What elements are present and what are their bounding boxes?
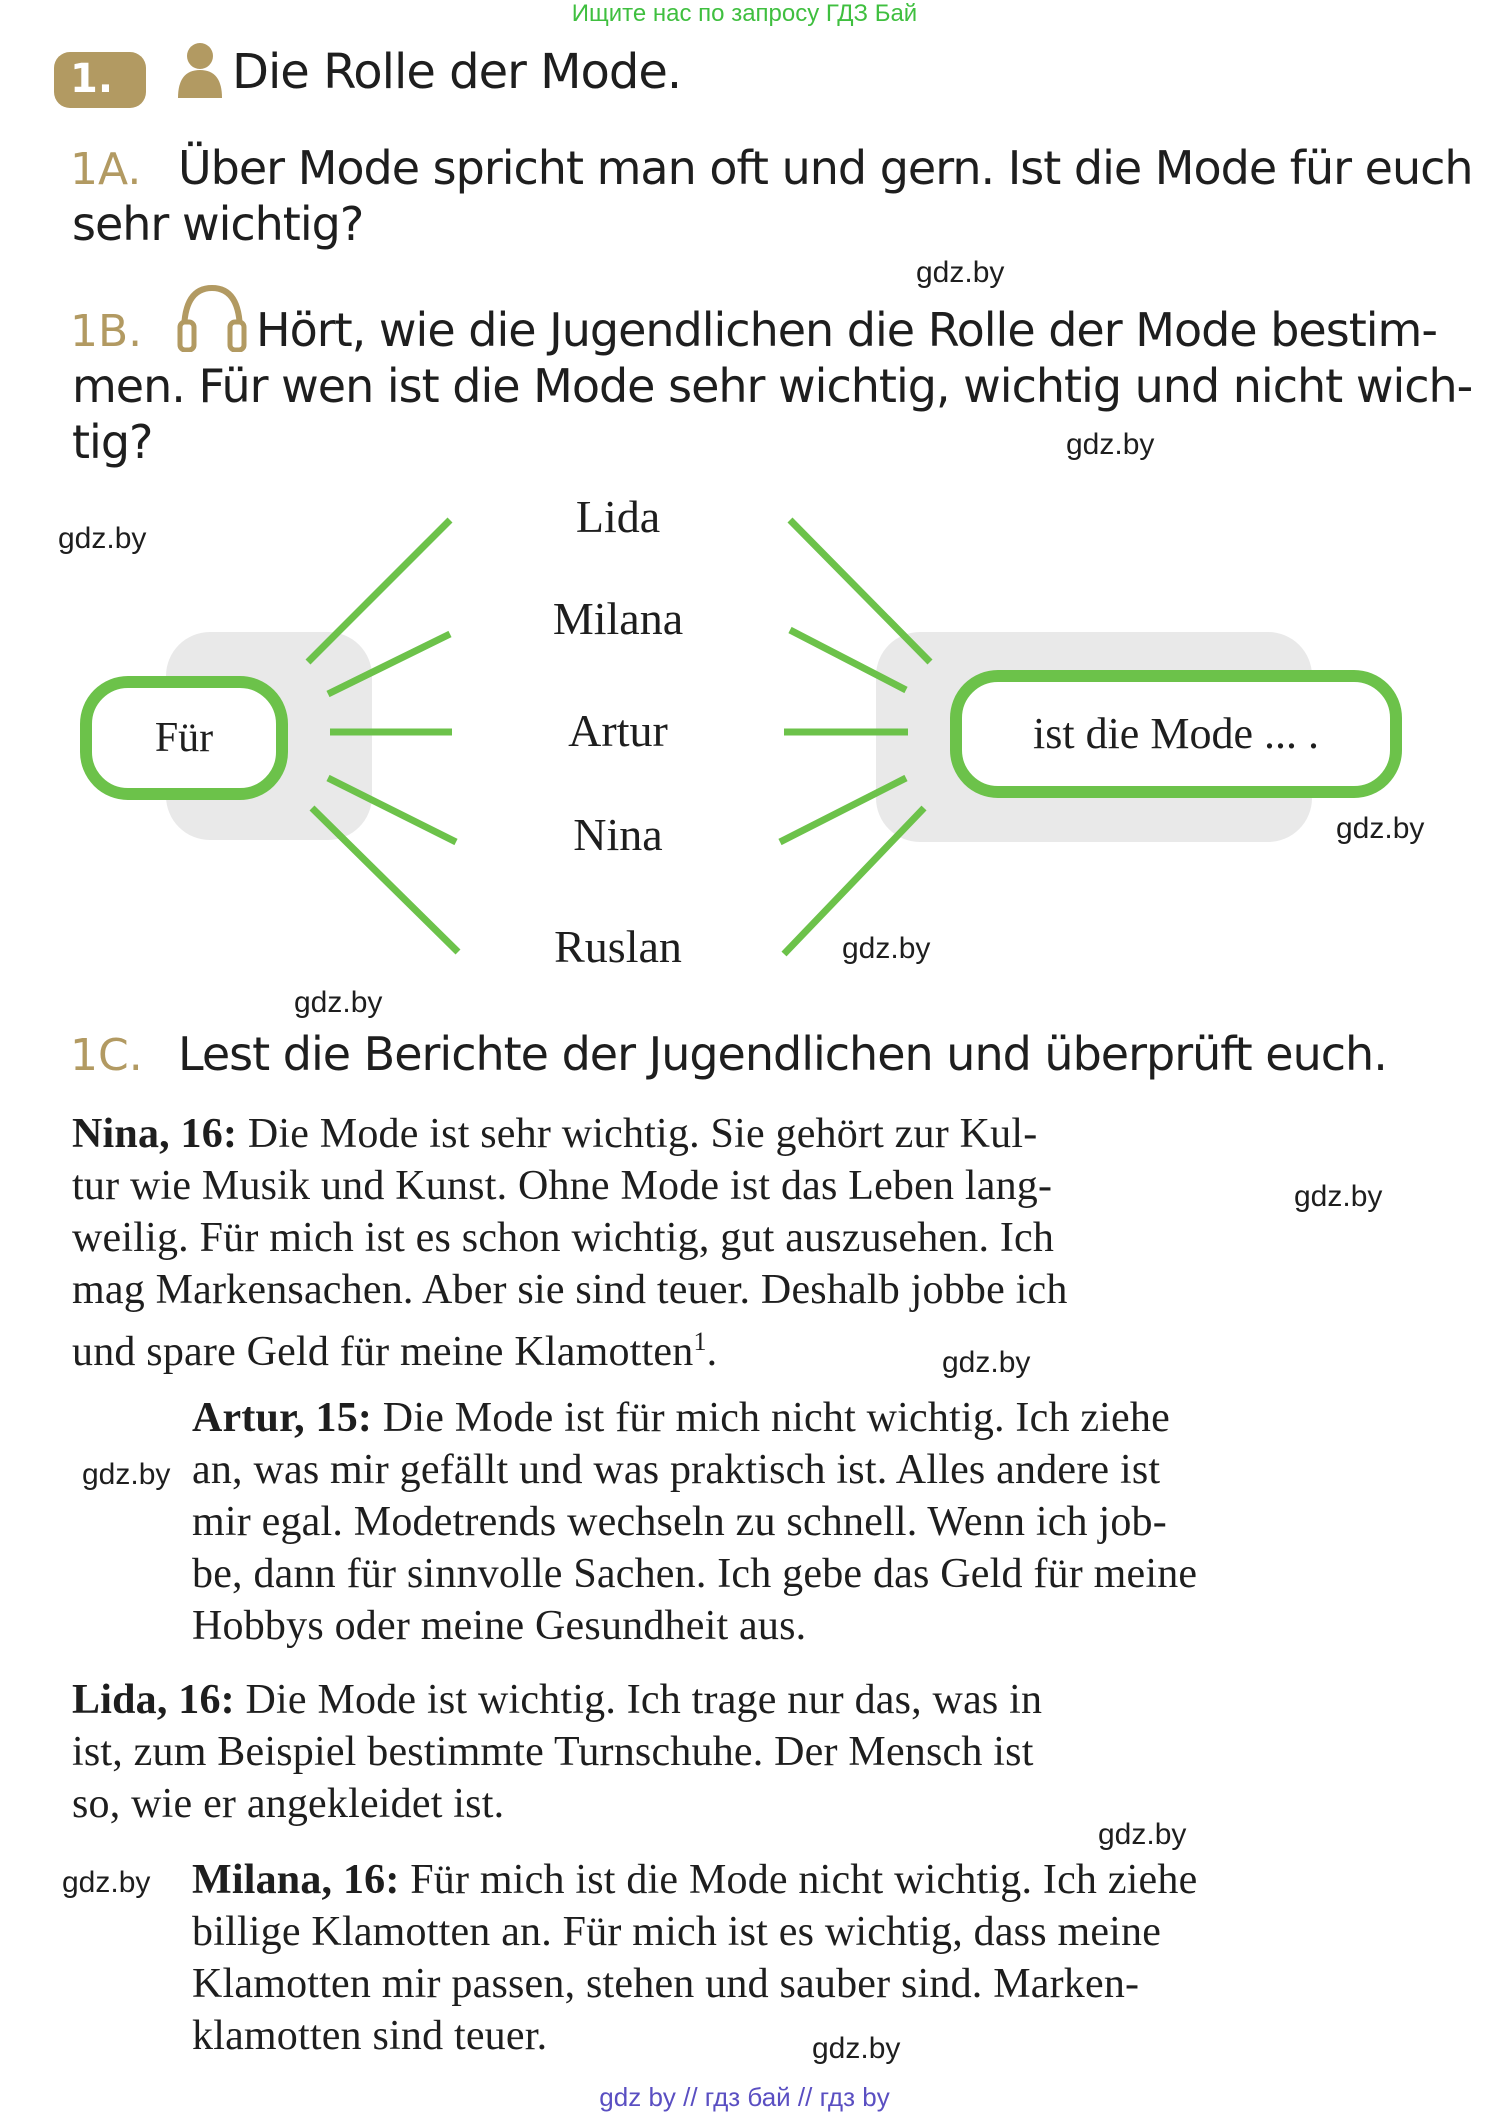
report-nina: [72, 1108, 1068, 1378]
bottom-banner: gdz by // гдз бай // гдз by: [599, 2082, 890, 2112]
report-line: an, was mir gefällt und was praktisch ist. Alles andere ist: [192, 1447, 1161, 1493]
left-box-label: Für: [154, 715, 214, 761]
watermark: gdz.by: [294, 986, 383, 1019]
speaker-artur: Artur, 15:: [192, 1395, 373, 1441]
report-milana: [192, 1854, 1197, 2062]
report-line: weilig. Für mich ist es schon wichtig, gut auszusehen. Ich: [72, 1215, 1055, 1261]
report-line: ist, zum Beispiel bestimmte Turnschuhe. Der Mensch ist: [72, 1729, 1034, 1775]
task-1a-label: 1A.: [70, 144, 142, 195]
watermark: gdz.by: [812, 2032, 901, 2065]
report-line: Klamotten mir passen, stehen und sauber sind. Marken-: [192, 1961, 1140, 2007]
watermark: gdz.by: [1336, 812, 1425, 845]
task-1b-line1: Hört, wie die Jugendlichen die Rolle der Mode bestim-: [256, 303, 1437, 357]
watermark: gdz.by: [1294, 1180, 1383, 1213]
name-lida: Lida: [575, 491, 661, 542]
top-banner: Ищите нас по запросу ГДЗ Бай: [571, 0, 918, 27]
report-lida: [72, 1674, 1042, 1830]
report-line: Für mich ist die Mode nicht wichtig. Ich ziehe: [399, 1857, 1198, 1903]
speaker-milana: Milana, 16:: [192, 1857, 400, 1903]
name-artur: Artur: [568, 705, 668, 756]
speaker-nina: Nina, 16:: [72, 1111, 238, 1157]
watermark: gdz.by: [1098, 1818, 1187, 1851]
task-1a-line1: Über Mode spricht man oft und gern. Ist die Mode für euch: [178, 141, 1473, 195]
task-1c-label: 1C.: [70, 1030, 143, 1081]
name-nina: Nina: [573, 809, 663, 860]
report-line-end: .: [706, 1329, 718, 1375]
watermark: gdz.by: [82, 1458, 171, 1491]
watermark: gdz.by: [62, 1866, 151, 1899]
watermark: gdz.by: [58, 522, 147, 555]
task-1c-text: Lest die Berichte der Jugendlichen und überprüft euch.: [178, 1027, 1387, 1081]
report-line: Die Mode ist wichtig. Ich trage nur das, was in: [234, 1677, 1043, 1723]
exercise-number: 1.: [70, 56, 114, 102]
footnote-marker: 1: [693, 1327, 707, 1356]
watermark: gdz.by: [842, 932, 931, 965]
task-1b-line3: tig?: [72, 415, 153, 469]
task-1b-line2: men. Für wen ist die Mode sehr wichtig, wichtig und nicht wich-: [72, 359, 1473, 413]
report-line: und spare Geld für meine Klamotten: [72, 1329, 694, 1375]
connector-line: [328, 634, 450, 694]
speaker-lida: Lida, 16:: [72, 1677, 235, 1723]
report-line: mag Markensachen. Aber sie sind teuer. Deshalb jobbe ich: [72, 1267, 1068, 1313]
name-milana: Milana: [552, 593, 684, 644]
watermark: gdz.by: [916, 256, 1005, 289]
name-ruslan: Ruslan: [554, 921, 682, 972]
report-artur: [192, 1392, 1197, 1652]
report-line: so, wie er angekleidet ist.: [72, 1781, 505, 1827]
connector-line: [790, 630, 906, 690]
right-box-label: ist die Mode ... .: [1033, 709, 1319, 758]
task-1b-label: 1B.: [70, 306, 143, 357]
report-line: be, dann für sinnvolle Sachen. Ich gebe das Geld für meine: [192, 1551, 1198, 1597]
report-line: Die Mode ist sehr wichtig. Sie gehört zur Kul-: [237, 1111, 1038, 1157]
connector-line: [328, 778, 456, 842]
report-line: klamotten sind teuer.: [192, 2013, 548, 2059]
watermark: gdz.by: [1066, 428, 1155, 461]
report-line: mir egal. Modetrends wechseln zu schnell. Wenn ich job-: [192, 1499, 1167, 1545]
report-line: tur wie Musik und Kunst. Ohne Mode ist das Leben lang-: [72, 1163, 1053, 1209]
report-line: Die Mode ist für mich nicht wichtig. Ich ziehe: [372, 1395, 1170, 1441]
watermark: gdz.by: [942, 1346, 1031, 1379]
task-1a-line2: sehr wichtig?: [72, 197, 364, 251]
connector-line: [780, 778, 906, 842]
report-line: Hobbys oder meine Gesundheit aus.: [192, 1603, 807, 1649]
report-line: billige Klamotten an. Für mich ist es wichtig, dass meine: [192, 1909, 1162, 1955]
page-title: Die Rolle der Mode.: [232, 44, 682, 100]
